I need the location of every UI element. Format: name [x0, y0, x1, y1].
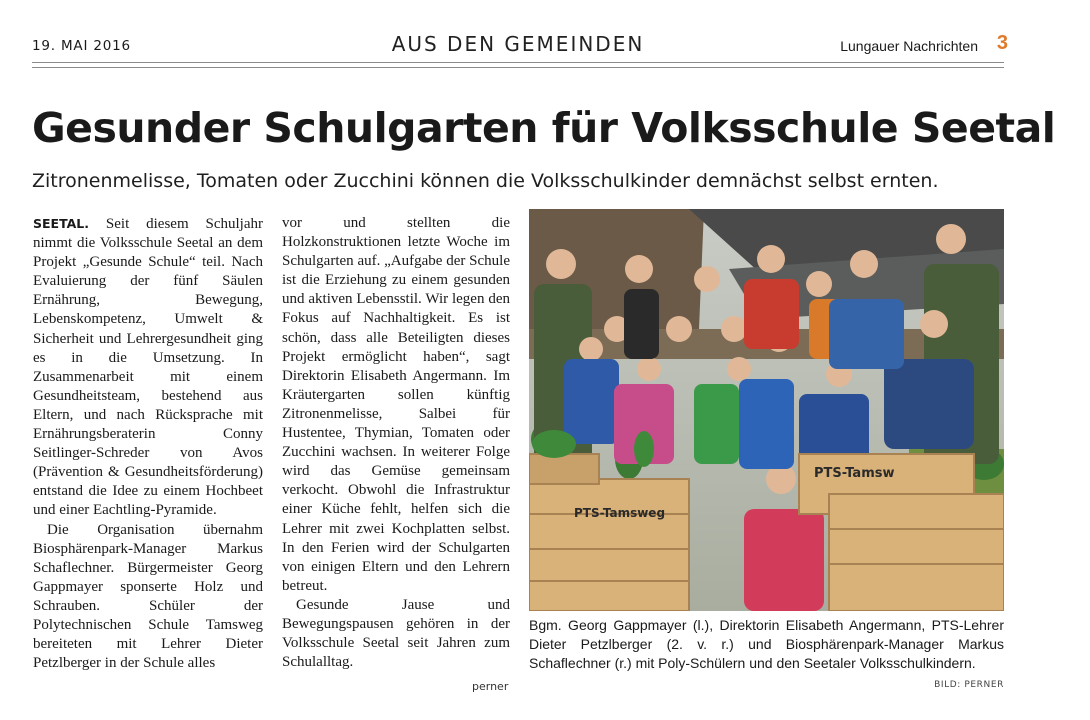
article-column-1	[33, 214, 263, 673]
article-paragraph: Gesunde Jause und Bewegungspausen gehören in der Volksschule Seetal seit Jahren zum Schulalltag.	[282, 596, 510, 671]
newspaper-name: Lungauer Nachrichten	[840, 38, 978, 54]
article-column-2	[282, 214, 510, 672]
dateline: SEETAL.	[33, 216, 90, 231]
article-subheadline: Zitronenmelisse, Tomaten oder Zucchini können die Volksschulkinder demnächst selbst ernten.	[32, 170, 939, 192]
header-rule-top	[32, 62, 1004, 63]
article-photo	[529, 209, 1004, 611]
section-title: AUS DEN GEMEINDEN	[391, 32, 645, 56]
page-header	[32, 30, 1008, 62]
paragraph-text: Seit diesem Schuljahr nimmt die Volksschule Seetal an dem Projekt „Gesunde Schule“ teil. Nach Evaluierung der fünf Säulen Ernährung, Bewegung, Lebenskompetenz, Umwelt & Sicherheit und Lehrergesundheit ging es in die Umsetzung. In Zusammenarbeit mit einem Gesundheitsteam, bestehend aus Eltern, und nach Rücksprache mit Ernährungsberaterin Conny Seitlinger-Schreder von Avos (Prävention & Gesundheitsförderung) entstand die Idee zu einem Hochbeet und einer Eachtling-Pyramide.	[33, 216, 264, 519]
article-paragraph: vor und stellten die Holzkonstruktionen letzte Woche im Schulgarten auf. „Aufgabe der Schule ist die Erziehung zu einem gesunden und aktiven Lebensstil. Wir legen den Fokus auf Nachhaltigkeit. Es ist schön, dass alle Beteiligten dieses Projekt ermöglicht haben“, sagt Direktorin Elisabeth Angermann. Im Kräutergarten sollen künftig Zitronenmelisse, Salbei für Hustentee, Thymian, Tomaten oder Zucchini wachsen. In weiterer Folge wird das Gemüse gemeinsam verkocht. Obwohl die Infrastruktur einer Küche fehlt, helfen sich die Lehrer mit zwei Kochplatten selbst. In den Ferien wird der Schulgarten von einigen Eltern und den Lehrern betreut.	[282, 215, 510, 594]
article-headline: Gesunder Schulgarten für Volksschule Seetal	[32, 104, 1056, 152]
article-paragraph	[33, 214, 263, 521]
photo-box-label-2: PTS-Tamsw	[814, 466, 895, 481]
issue-date: 19. MAI 2016	[32, 38, 131, 54]
header-rule-bottom	[32, 67, 1004, 68]
photo-box-label: PTS-Tamsweg	[574, 506, 666, 520]
article-paragraph: Die Organisation übernahm Biosphärenpark-Manager Markus Schaflechner. Bürgermeister Georg Gappmayer sponserte Holz und Schrauben. Schüler der Polytechnischen Schule Tamsweg bereiteten mit Lehrer Dieter Petzlberger in der Schule alles	[33, 521, 263, 672]
photo-caption: Bgm. Georg Gappmayer (l.), Direktorin Elisabeth Angermann, PTS-Lehrer Dieter Petzlberger (2. v. r.) und Biosphärenpark-Manager Markus Schaflechner (r.) mit Poly-Schülern und den Seetaler Volksschulkindern.	[529, 617, 1004, 671]
photo-credit: BILD: PERNER	[934, 680, 1004, 690]
page-number: 3	[996, 32, 1008, 54]
article-author: perner	[472, 680, 509, 693]
